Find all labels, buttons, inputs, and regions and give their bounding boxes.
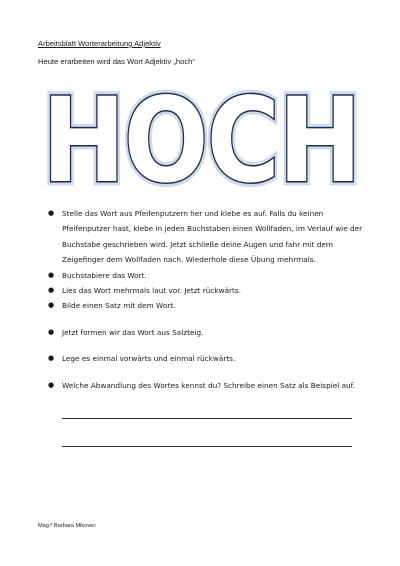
bullet-icon: ● xyxy=(48,354,55,363)
big-word-glow: HOCH xyxy=(42,86,360,190)
task-text: Jetzt formen wir das Wort aus Salzteig. xyxy=(62,327,204,337)
list-item xyxy=(48,325,364,340)
bullet-icon: ● xyxy=(48,327,55,336)
bullet-icon: ● xyxy=(48,286,55,295)
worksheet-title: Arbeitsblatt Worterarbeitung Adjektiv xyxy=(38,39,161,48)
list-item xyxy=(48,351,364,366)
task-text: Lege es einmal vorwärts und einmal rückwärts. xyxy=(62,354,236,364)
list-item xyxy=(48,268,364,283)
big-word-graphic xyxy=(38,86,364,190)
task-list xyxy=(48,206,364,393)
bullet-icon: ● xyxy=(48,380,55,389)
bullet-icon: ● xyxy=(48,270,55,279)
task-text: Bilde einen Satz mit dem Wort. xyxy=(62,301,176,311)
task-text: Welche Abwandlung des Wortes kennst du? Schreibe einen Satz als Beispiel auf. xyxy=(62,380,356,390)
list-item xyxy=(48,206,364,268)
task-text: Buchstabiere das Wort. xyxy=(62,270,147,280)
bullet-icon: ● xyxy=(48,209,55,217)
worksheet-subtitle: Heute erarbeiten wird das Wort Adjektiv „hoch“ xyxy=(38,57,195,66)
author-footer: Mag.ª Barbara Mikovec xyxy=(38,523,97,529)
list-item xyxy=(48,298,364,313)
list-item xyxy=(48,378,364,393)
bullet-icon: ● xyxy=(48,301,55,310)
answer-line[interactable] xyxy=(62,446,352,447)
task-text: Stelle das Wort aus Pfeifenputzern her und klebe es auf. Falls du keinen Pfeifenputzer hast, klebe in jeden Buchstaben einen Wollfaden, im Verlauf wie der Buchstabe geschrieben wird. Jetzt schließe deine Augen und fahr mit dem Zeigefinger dem Wollfaden nach. Wiederhole diese Übung mehrmals. xyxy=(62,209,363,265)
list-item xyxy=(48,283,364,298)
answer-line[interactable] xyxy=(62,418,352,419)
big-word: HOCH xyxy=(42,86,360,190)
task-text: Lies das Wort mehrmals laut vor. Jetzt rückwärts. xyxy=(62,286,242,296)
